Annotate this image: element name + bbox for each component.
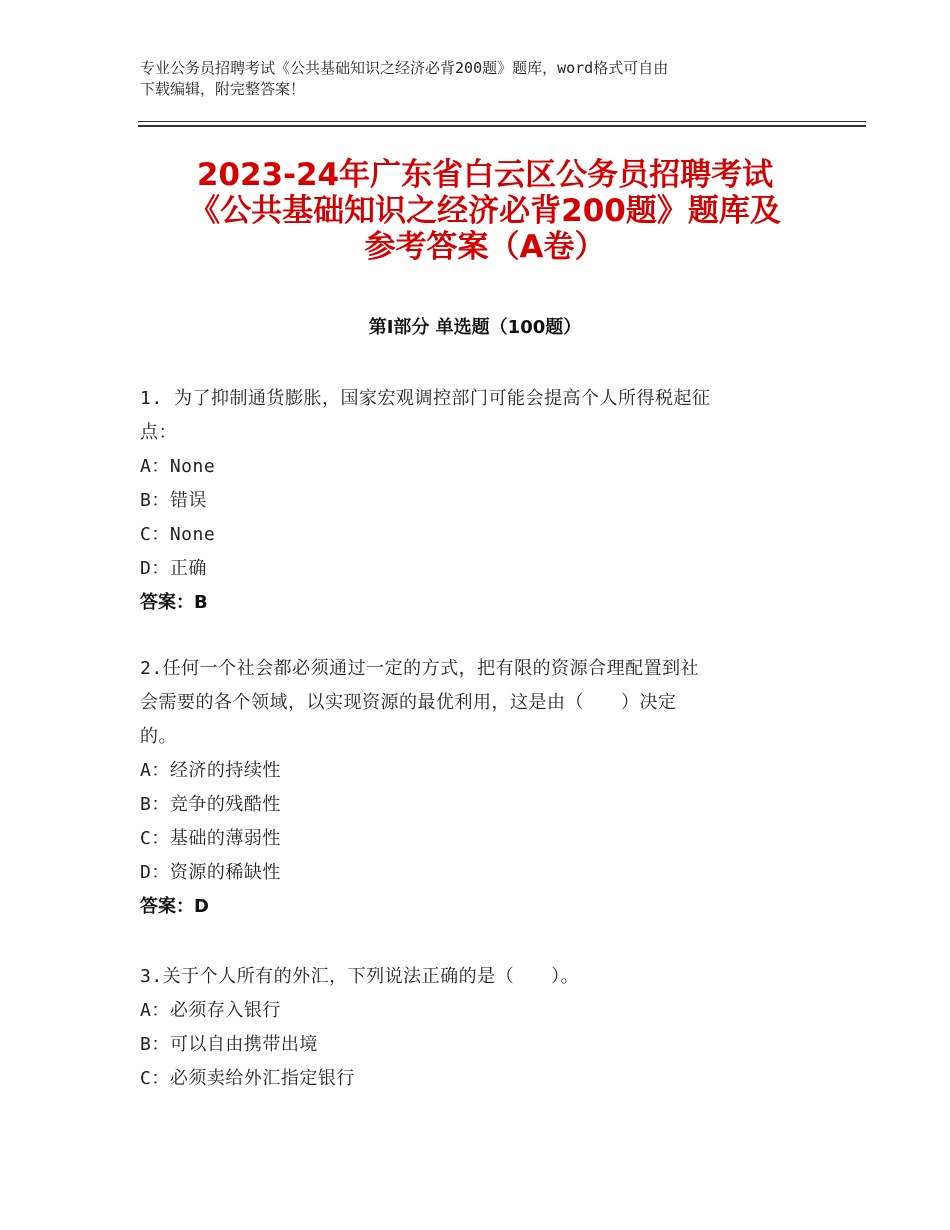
header-note	[140, 58, 820, 100]
question-stem: 3.关于个人所有的外汇，下列说法正确的是（ ）。	[140, 966, 580, 987]
option-c: C：基础的薄弱性	[140, 828, 281, 849]
answer: 答案：B	[140, 592, 208, 613]
section-title: 第Ⅰ部分 单选题（100题）	[368, 317, 582, 338]
document-title	[150, 157, 820, 265]
question-1	[140, 382, 820, 620]
question-stem: 会需要的各个领域，以实现资源的最优利用，这是由（ ）决定	[140, 692, 677, 713]
option-b: B：可以自由携带出境	[140, 1034, 318, 1055]
title-line: 参考答案（A卷）	[364, 229, 606, 265]
question-stem: 点：	[140, 422, 177, 443]
answer: 答案：D	[140, 896, 209, 917]
header-divider	[138, 125, 866, 127]
header-note-line: 专业公务员招聘考试《公共基础知识之经济必背200题》题库，word格式可自由	[140, 59, 669, 77]
option-a: A：经济的持续性	[140, 760, 281, 781]
option-b: B：竞争的残酷性	[140, 794, 281, 815]
option-a: A：None	[140, 456, 216, 477]
question-stem: 的。	[140, 726, 177, 747]
option-b: B：错误	[140, 490, 207, 511]
header-divider	[138, 121, 866, 122]
option-a: A：必须存入银行	[140, 1000, 281, 1021]
option-d: D：正确	[140, 558, 207, 579]
header-note-line: 下载编辑，附完整答案！	[140, 80, 306, 98]
option-d: D：资源的稀缺性	[140, 862, 281, 883]
title-line: 2023-24年广东省白云区公务员招聘考试	[196, 157, 774, 193]
title-line: 《公共基础知识之经济必背200题》题库及	[189, 193, 781, 229]
option-c: C：None	[140, 524, 216, 545]
question-2	[140, 652, 820, 924]
question-stem: 1. 为了抑制通货膨胀，国家宏观调控部门可能会提高个人所得税起征	[140, 388, 711, 409]
question-stem: 2.任何一个社会都必须通过一定的方式，把有限的资源合理配置到社	[140, 658, 700, 679]
question-3	[140, 960, 820, 1096]
option-c: C：必须卖给外汇指定银行	[140, 1068, 355, 1089]
